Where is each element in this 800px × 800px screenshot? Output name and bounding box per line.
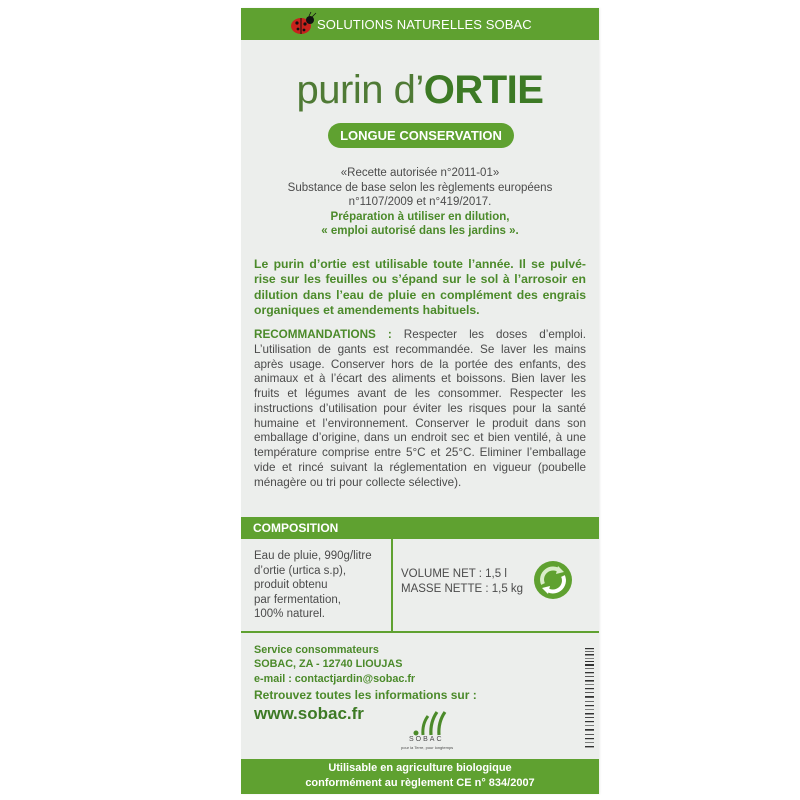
brand-name: SOLUTIONS NATURELLES SOBAC: [317, 17, 532, 32]
barcode: [585, 646, 597, 752]
volume-net: VOLUME NET : 1,5 l: [401, 568, 507, 580]
intro-text: [261, 166, 579, 239]
composition-line: produit obtenu: [254, 579, 328, 592]
website-link[interactable]: www.sobac.fr: [254, 704, 364, 723]
recommendations: [254, 328, 586, 490]
composition-line: Eau de pluie, 990g/litre: [254, 550, 372, 562]
conservation-badge: LONGUE CONSERVATION: [328, 123, 514, 148]
service-email: e-mail : contactjardin@sobac.fr: [254, 672, 416, 685]
ladybug-icon: [288, 11, 318, 37]
logo-name: SOBAC: [409, 736, 444, 743]
composition-line: par fermentation,: [254, 593, 341, 606]
product-label: [241, 8, 599, 794]
title-prefix: purin d’: [296, 68, 424, 112]
service-title: Service consommateurs: [254, 644, 379, 656]
recycle-icon: [533, 560, 573, 600]
recommendations-text: Respecter les doses d’emploi. L’utilisation de gants est recommandée. Se laver les mains après usage. Conserver hors de la portée des enfants, des animaux et à l’écart des aliments et boissons. Bien laver les fruits et légumes avant de les consommer. Respecter les instructions d’utilisation pour éviter les risques pour la santé humaine et l’environnement. Conserver le produit dans son emballage d’origine, dans un endroit sec et bien ventilé, à une température comprise entre 5°C et 25°C. Eliminer l’emballage vide et rincé suivant la réglementation en vigueur (poubelle ménagère ou tri pour collecte sélective).: [254, 328, 586, 489]
footer-line: conformément au règlement CE n° 834/2007: [305, 777, 535, 789]
composition-heading: COMPOSITION: [253, 521, 339, 535]
organic-farming-banner: [241, 759, 599, 794]
service-address: SOBAC, ZA - 12740 LIOUJAS: [254, 658, 403, 671]
net-mass: MASSE NETTE : 1,5 kg: [401, 582, 524, 595]
product-title: [241, 68, 599, 113]
composition-divider: [391, 517, 393, 633]
footer-line: Utilisable en agriculture biologique: [328, 762, 512, 774]
intro-line: « emploi autorisé dans les jardins ».: [321, 225, 519, 238]
volume-info: [401, 567, 523, 596]
info-line: Retrouvez toutes les informations sur :: [254, 688, 477, 702]
section-divider: [241, 631, 599, 633]
composition-text: [254, 549, 388, 622]
intro-line: «Recette autorisée n°2011-01»: [340, 167, 500, 179]
logo-tagline: pour la Terre, pour longtemps: [401, 745, 454, 750]
composition-line: d’ortie (urtica s.p),: [254, 564, 347, 577]
intro-line: Préparation à utiliser en dilution,: [330, 210, 510, 223]
consumer-service: [254, 643, 415, 686]
recommendations-heading: RECOMMANDATIONS :: [254, 328, 392, 341]
intro-line: n°1107/2009 et n°419/2017.: [348, 196, 492, 209]
title-emphasis: ORTIE: [423, 68, 544, 112]
intro-line: Substance de base selon les règlements européens: [287, 181, 553, 194]
composition-line: 100% naturel.: [254, 608, 325, 621]
product-description: Le purin d’ortie est utilisable toute l’année. Il se pulvé-rise sur les feuilles ou s’épand sur le sol à l’arrosoir en dilution dans l’eau de pluie en complément des engrais organiques et amendements habituels.: [254, 257, 586, 318]
